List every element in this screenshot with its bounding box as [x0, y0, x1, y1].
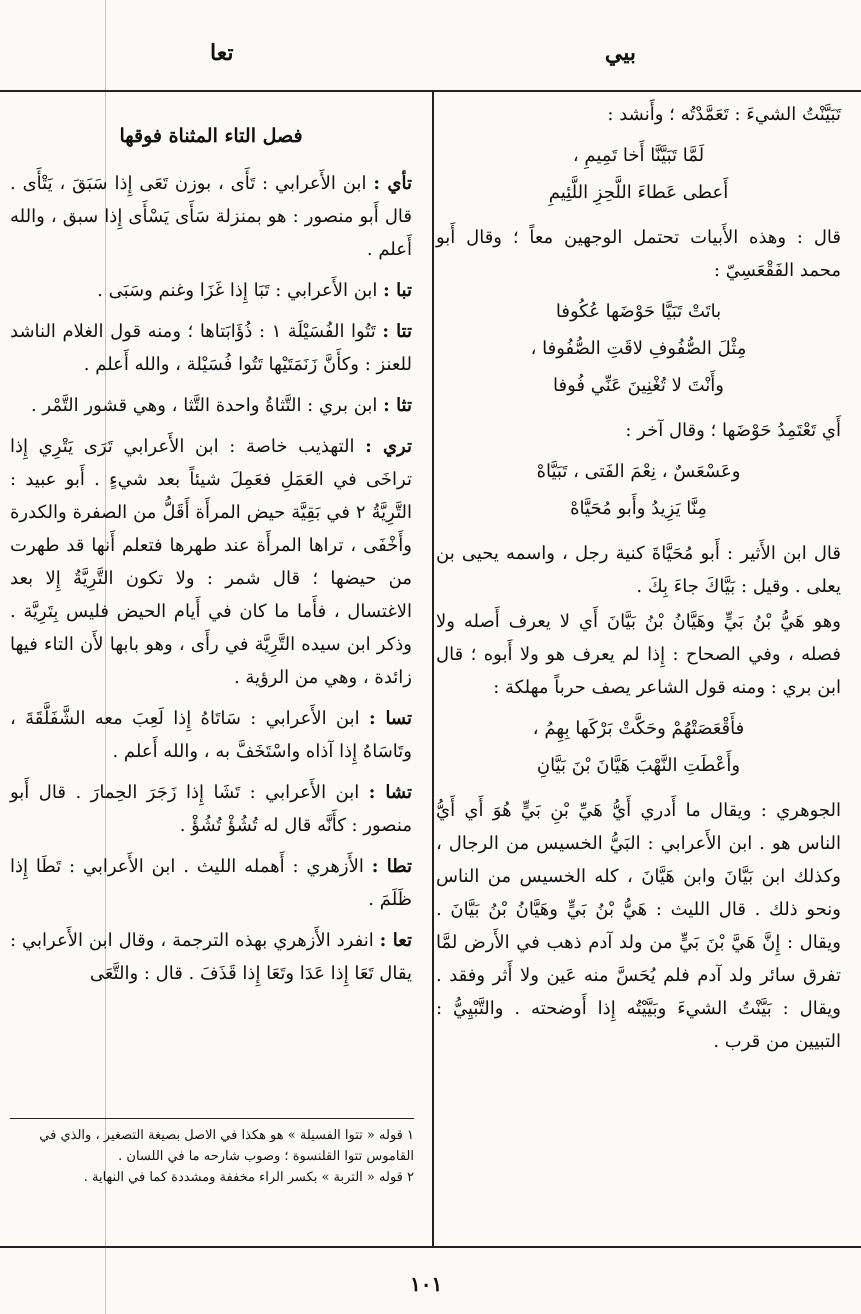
verse-line: وأَعْطَتِ النَّهْبَ هَيَّانَ بْنَ بَيَّانِ — [536, 755, 741, 776]
verse-line: مِنَّا يَزِيدُ وأَبو مُحَيَّاهْ — [570, 498, 707, 519]
entry — [10, 430, 412, 694]
paragraph: وهو هَيُّ بْنُ بَيٍّ وهَيَّانُ بْنُ بَيَّانَ أَي لا يعرف أَصله ولا فصله ، وفي الصحاح : إِذا لم يعرف هو ولا أَبوه ؛ قال ابن بري : ومنه قول الشاعر يصف حرباً مهلكة : — [436, 611, 841, 698]
page-number: ١٠١ — [410, 1272, 443, 1296]
entry-headword: تعا : — [379, 930, 412, 951]
footnote-2: ٢ قوله « التربة » بكسر الراء مخففة ومشددة كما في النهاية . — [83, 1170, 414, 1185]
verse-line: باتَتْ تَبَيَّا حَوْضَها عُكُوفا — [555, 301, 722, 322]
paragraph: قال : وهذه الأَبيات تحتمل الوجهين معاً ؛ وقال أَبو محمد الفَقْعَسِيّ : — [436, 227, 841, 281]
entry-text: ابن الأَعرابي : تَأَى ، بوزن تَعَى إِذا سَبَقَ ، يَتْأَى . قال أَبو منصور : هو بمنزلة سَأَى يَسْأَى إِذا سبق ، والله أَعلم . — [10, 173, 412, 260]
verse-line: مِثْلَ الصُّفُوفِ لاقَتِ الصُّفُوفا ، — [530, 338, 747, 359]
header-rule — [0, 90, 861, 92]
verse-line: وأَنْتَ لا تُغْنِينَ عَنِّي فُوفا — [553, 375, 724, 396]
running-head-left: تعا — [210, 40, 234, 66]
entry-headword: تسا : — [368, 708, 412, 729]
entry-headword: تتا : — [382, 321, 413, 342]
paragraph: الجوهري : ويقال ما أَدري أَيُّ هَيِّ بْنِ بَيٍّ هُوَ أَي أَيُّ الناس هو . ابن الأَعرابي : البَيُّ الخسيس من الرجال ، وكذلك ابن بَيَّانَ وابن هَيَّانَ ، كله الخسيس من الناس ونحو ذلك . قال الليث : هَيُّ بْنُ بَيٍّ وهَيَّانُ بْنُ بَيَّانَ . ويقال : إِنَّ هَيَّ بْنَ بَيٍّ من ولد آدم ذهب في الأَرض لمَّا تفرق سائر ولد آدم فلم يُحَسَّ منه عَين ولا أَثر وفقد . ويقال : بَيَّنْتُ الشيءَ وبَيَّيْتُه إِذا أَوضحته . والتَّبْيِيُّ : التبيين من قرب . — [436, 800, 841, 1052]
footnote-1: ١ قوله « تتوا الفسيلة » هو هكذا في الاصل بصيغة التصغير ، والذي في القاموس تتوا القلنسوة ؛ وصوب شارحه ما في اللسان . — [39, 1128, 414, 1164]
entry — [10, 274, 412, 307]
verse-line: فأَقْعَصَتْهُمْ وحَكَّتْ بَرْكَها بِهِمُ ، — [532, 718, 745, 739]
entry-text: التهذيب خاصة : ابن الأَعرابي تَرَى يَتْرِي إِذا تراخَى في العَمَلِ فعَمِلَ شيئاً بعد شيءٍ . أَبو عبيد : التَّرِيَّةُ ٢ في بَقِيَّة حيض المرأَة أَقَلُّ من الصفرة والكدرة وأَخْفَى ، تراها المرأَة عند طهرها فتعلم أَنها قد طهرت من حيضها ؛ قال شمر : ولا تكون التَّرِيَّةُ إِلا بعد الاغتسال ، فأَما ما كان في أَيام الحيض فليس بِتَرِيَّة . وذكر ابن سيده التَّرِيَّة في رأَى ، وهو بابها لأَن التاء فيها زائدة ، وهي من الرؤية . — [10, 436, 412, 688]
entry-text: انفرد الأَزهري بهذه الترجمة ، وقال ابن الأَعرابي : يقال تَعَا إِذا عَدَا وتَعَا إِذا قَذَفَ . قال : والتَّعَى — [10, 930, 412, 984]
entry-text: تَتُوا الفُسَيْلَة ١ : ذُؤَابَتاها ؛ ومنه قول الغلام الناشد للعنز : وكأَنَّ زَنَمَتَيْها تَتُوا فُسَيْلة ، والله أَعلم . — [10, 321, 412, 375]
entry — [10, 776, 412, 842]
running-head-right: بيي — [604, 40, 636, 66]
entry — [10, 850, 412, 916]
entry — [10, 924, 412, 990]
paragraph: تَبَيَّنْتُ الشيءَ : تَعَمَّدْتُه ؛ وأَنشد : — [607, 104, 841, 125]
entry-list — [10, 167, 412, 990]
entry-headword: تشا : — [368, 782, 412, 803]
column-divider — [432, 92, 434, 1246]
entry-text: ابن الأَعرابي : تَبَا إِذا غَزَا وغنم وسَبَى . — [97, 280, 378, 301]
entry-headword: تبا : — [383, 280, 412, 301]
entry-headword: تري : — [365, 436, 412, 457]
footnotes — [10, 1118, 414, 1188]
section-title: فصل التاء المثناة فوقها — [119, 125, 303, 147]
entry-text: ابن الأَعرابي : تَشَا إِذا زَجَرَ الحِمارَ . قال أَبو منصور : كأَنَّه قال له تُشُؤْ تُشُؤْ . — [10, 782, 412, 836]
entry — [10, 389, 412, 422]
verse-line: وعَسْعَسٌ ، نِعْمَ الفَتى ، تَبَيَّاهْ — [536, 461, 741, 482]
paragraph: قال ابن الأَثير : أَبو مُحَيَّاةَ كنية رجل ، واسمه يحيى بن يعلى . وقيل : بَيَّاكَ جاءَ بِكَ . — [436, 543, 842, 597]
verse-line: لَمَّا تَبَيَّنَّا أَخا تَمِيمِ ، — [572, 145, 705, 166]
entry-headword: تأي : — [373, 173, 412, 194]
verse-line: أَعطى عَطاءَ اللَّحِزِ اللَّئِيمِ — [548, 182, 729, 203]
entry-headword: تطا : — [371, 856, 412, 877]
entry-text: ابن الأَعرابي : سَاتَاهُ إِذا لَعِبَ معه الشَّفَلَّقَةَ ، وتَاسَاهُ إِذا آذاه واسْتَخَفَّ به ، والله أَعلم . — [10, 708, 412, 762]
entry — [10, 167, 412, 266]
entry — [10, 315, 412, 381]
footer-rule — [0, 1246, 861, 1248]
entry — [10, 702, 412, 768]
paragraph: أَي تَعْتَمِدُ حَوْضَها ؛ وقال آخر : — [625, 420, 841, 441]
right-column — [436, 98, 841, 1060]
footnote-rule — [10, 1118, 414, 1119]
left-column — [10, 98, 412, 998]
entry-text: ابن بري : التَّثاةُ واحدة التَّثا ، وهي قشور التَّمْر . — [30, 395, 378, 416]
entry-headword: تثا : — [383, 395, 412, 416]
entry-text: الأَزهري : أَهمله الليث . ابن الأَعرابي : تَطَا إِذا ظَلَمَ . — [10, 856, 412, 910]
